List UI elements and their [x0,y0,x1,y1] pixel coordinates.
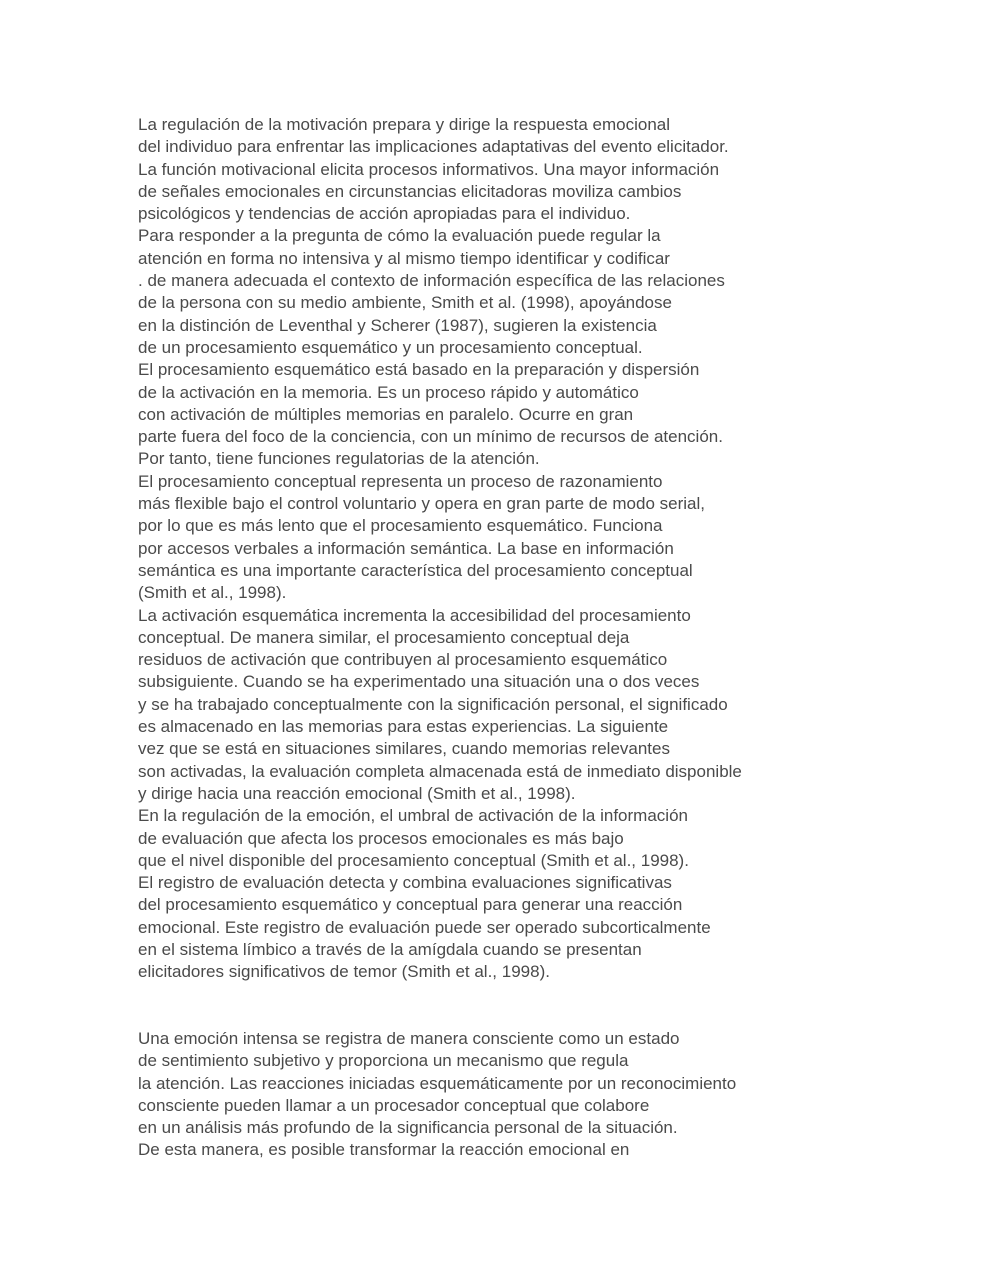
text-line: del procesamiento esquemático y conceptual para generar una reacción [138,895,683,915]
text-line: la atención. Las reacciones iniciadas esquemáticamente por un reconocimiento [138,1073,737,1093]
text-line: semántica es una importante característica del procesamiento conceptual [138,560,693,580]
text-line: El procesamiento conceptual representa un proceso de razonamiento [138,471,663,491]
text-line: Una emoción intensa se registra de manera consciente como un estado [138,1029,680,1048]
text-line: con activación de múltiples memorias en paralelo. Ocurre en gran [138,404,634,424]
text-line: por accesos verbales a información semántica. La base en información [138,538,674,558]
text-line: y se ha trabajado conceptualmente con la significación personal, el significado [138,694,728,714]
text-line: parte fuera del foco de la conciencia, con un mínimo de recursos de atención. [138,427,723,447]
text-line: de un procesamiento esquemático y un procesamiento conceptual. [138,337,643,357]
text-line: por lo que es más lento que el procesamiento esquemático. Funciona [138,516,663,536]
text-line: subsiguiente. Cuando se ha experimentado una situación una o dos veces [138,672,700,692]
text-line: de evaluación que afecta los procesos emocionales es más bajo [138,828,624,848]
text-line: (Smith et al., 1998). [138,583,287,603]
text-line: La función motivacional elicita procesos informativos. Una mayor información [138,159,720,179]
text-line: conceptual. De manera similar, el procesamiento conceptual deja [138,627,630,647]
text-line: La regulación de la motivación prepara y dirige la respuesta emocional [138,115,671,134]
text-line: de la persona con su medio ambiente, Smith et al. (1998), apoyándose [138,293,672,313]
text-line: consciente pueden llamar a un procesador conceptual que colabore [138,1095,650,1115]
text-line: El procesamiento esquemático está basado en la preparación y dispersión [138,360,700,380]
text-block-1 [138,114,858,984]
text-line: más flexible bajo el control voluntario y opera en gran parte de modo serial, [138,494,705,514]
text-line: elicitadores significativos de temor (Smith et al., 1998). [138,962,550,982]
text-line: La activación esquemática incrementa la accesibilidad del procesamiento [138,605,691,625]
text-line: residuos de activación que contribuyen al procesamiento esquemático [138,650,668,670]
text-line: es almacenado en las memorias para estas experiencias. La siguiente [138,717,669,737]
text-line: De esta manera, es posible transformar la reacción emocional en [138,1140,630,1160]
text-line: del individuo para enfrentar las implicaciones adaptativas del evento elicitador. [138,137,729,157]
text-line: Para responder a la pregunta de cómo la evaluación puede regular la [138,226,661,246]
text-line: de sentimiento subjetivo y proporciona un mecanismo que regula [138,1051,629,1071]
text-line: atención en forma no intensiva y al mismo tiempo identificar y codificar [138,248,670,268]
text-line: psicológicos y tendencias de acción apropiadas para el individuo. [138,204,631,224]
text-line: en la distinción de Leventhal y Scherer (1987), sugieren la existencia [138,315,657,335]
text-line: en un análisis más profundo de la significancia personal de la situación. [138,1118,678,1138]
text-line: En la regulación de la emoción, el umbral de activación de la información [138,806,688,826]
text-line: que el nivel disponible del procesamiento conceptual (Smith et al., 1998). [138,850,689,870]
text-line: de señales emocionales en circunstancias elicitadoras moviliza cambios [138,181,682,201]
text-line: Por tanto, tiene funciones regulatorias de la atención. [138,449,540,469]
text-line: en el sistema límbico a través de la amígdala cuando se presentan [138,939,642,959]
text-line: vez que se está en situaciones similares, cuando memorias relevantes [138,739,670,759]
text-line: El registro de evaluación detecta y combina evaluaciones significativas [138,873,672,893]
text-line: emocional. Este registro de evaluación puede ser operado subcorticalmente [138,917,711,937]
text-line: y dirige hacia una reacción emocional (Smith et al., 1998). [138,783,576,803]
text-line: de la activación en la memoria. Es un proceso rápido y automático [138,382,639,402]
text-block-2 [138,1028,858,1162]
text-line: son activadas, la evaluación completa almacenada está de inmediato disponible [138,761,742,781]
text-line: . de manera adecuada el contexto de información específica de las relaciones [138,271,725,291]
